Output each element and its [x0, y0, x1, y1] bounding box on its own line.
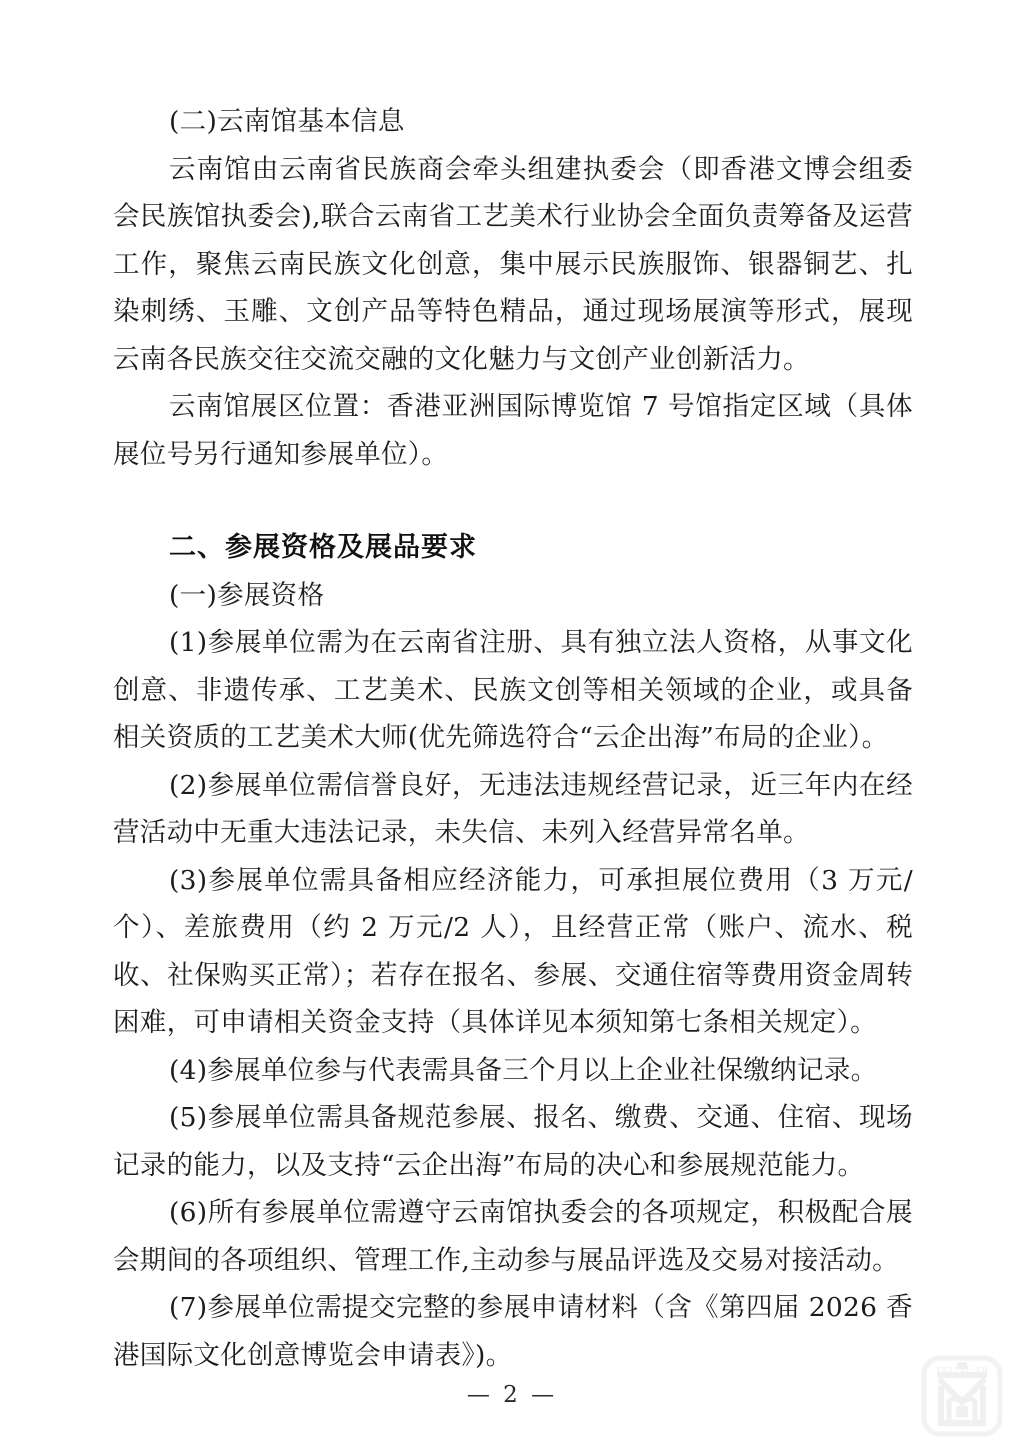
paragraph-requirement-5: (5)参展单位需具备规范参展、报名、缴费、交通、住宿、现场记录的能力，以及支持“云企出海”布局的决心和参展规范能力。 [113, 1102, 913, 1181]
subheading-yunnan-pavilion-basic-info: (二)云南馆基本信息 [169, 106, 405, 137]
document-body [113, 98, 913, 1379]
paragraph-requirement-4: (4)参展单位参与代表需具备三个月以上企业社保缴纳记录。 [169, 1054, 878, 1086]
paragraph-pavilion-organization: 云南馆由云南省民族商会牵头组建执委会（即香港文博会组委会民族馆执委会),联合云南省工艺美术行业协会全面负责筹备及运营工作，聚焦云南民族文化创意，集中展示民族服饰、银器铜艺、扎染刺绣、玉雕、文创产品等特色精品，通过现场展演等形式，展现云南各民族交往交流交融的文化魅力与文创产业创新活力。 [113, 153, 913, 375]
paragraph-requirement-3: (3)参展单位需具备相应经济能力，可承担展位费用（3 万元/个）、差旅费用（约 2 万元/2 人），且经营正常（账户、流水、税收、社保购买正常）；若存在报名、参展、交通住宿等费用资金周转困难，可申请相关资金支持（具体详见本须知第七条相关规定）。 [113, 864, 913, 1038]
paragraph-requirement-6: (6)所有参展单位需遵守云南馆执委会的各项规定，积极配合展会期间的各项组织、管理工作,主动参与展品评选及交易对接活动。 [113, 1197, 913, 1276]
paragraph-pavilion-location: 云南馆展区位置：香港亚洲国际博览馆 7 号馆指定区域（具体展位号另行通知参展单位）。 [113, 391, 913, 470]
page-number: — 2 — [466, 1382, 558, 1408]
watermark-text: YN21ST.CN [935, 1366, 989, 1376]
paragraph-requirement-7: (7)参展单位需提交完整的参展申请材料（含《第四届 2026 香港国际文化创意博览会申请表》)。 [113, 1292, 913, 1371]
paragraph-requirement-1: (1)参展单位需为在云南省注册、具有独立法人资格，从事文化创意、非遗传承、工艺美术、民族文创等相关领域的企业，或具备相关资质的工艺美术大师(优先筛选符合“云企出海”布局的企业）。 [113, 627, 913, 753]
paragraph-requirement-2: (2)参展单位需信誉良好，无违法违规经营记录，近三年内在经营活动中无重大违法记录，未失信、未列入经营异常名单。 [113, 769, 913, 848]
subheading-qualification: (一)参展资格 [169, 579, 325, 611]
section-heading-exhibition-qualification: 二、参展资格及展品要求 [169, 532, 477, 563]
